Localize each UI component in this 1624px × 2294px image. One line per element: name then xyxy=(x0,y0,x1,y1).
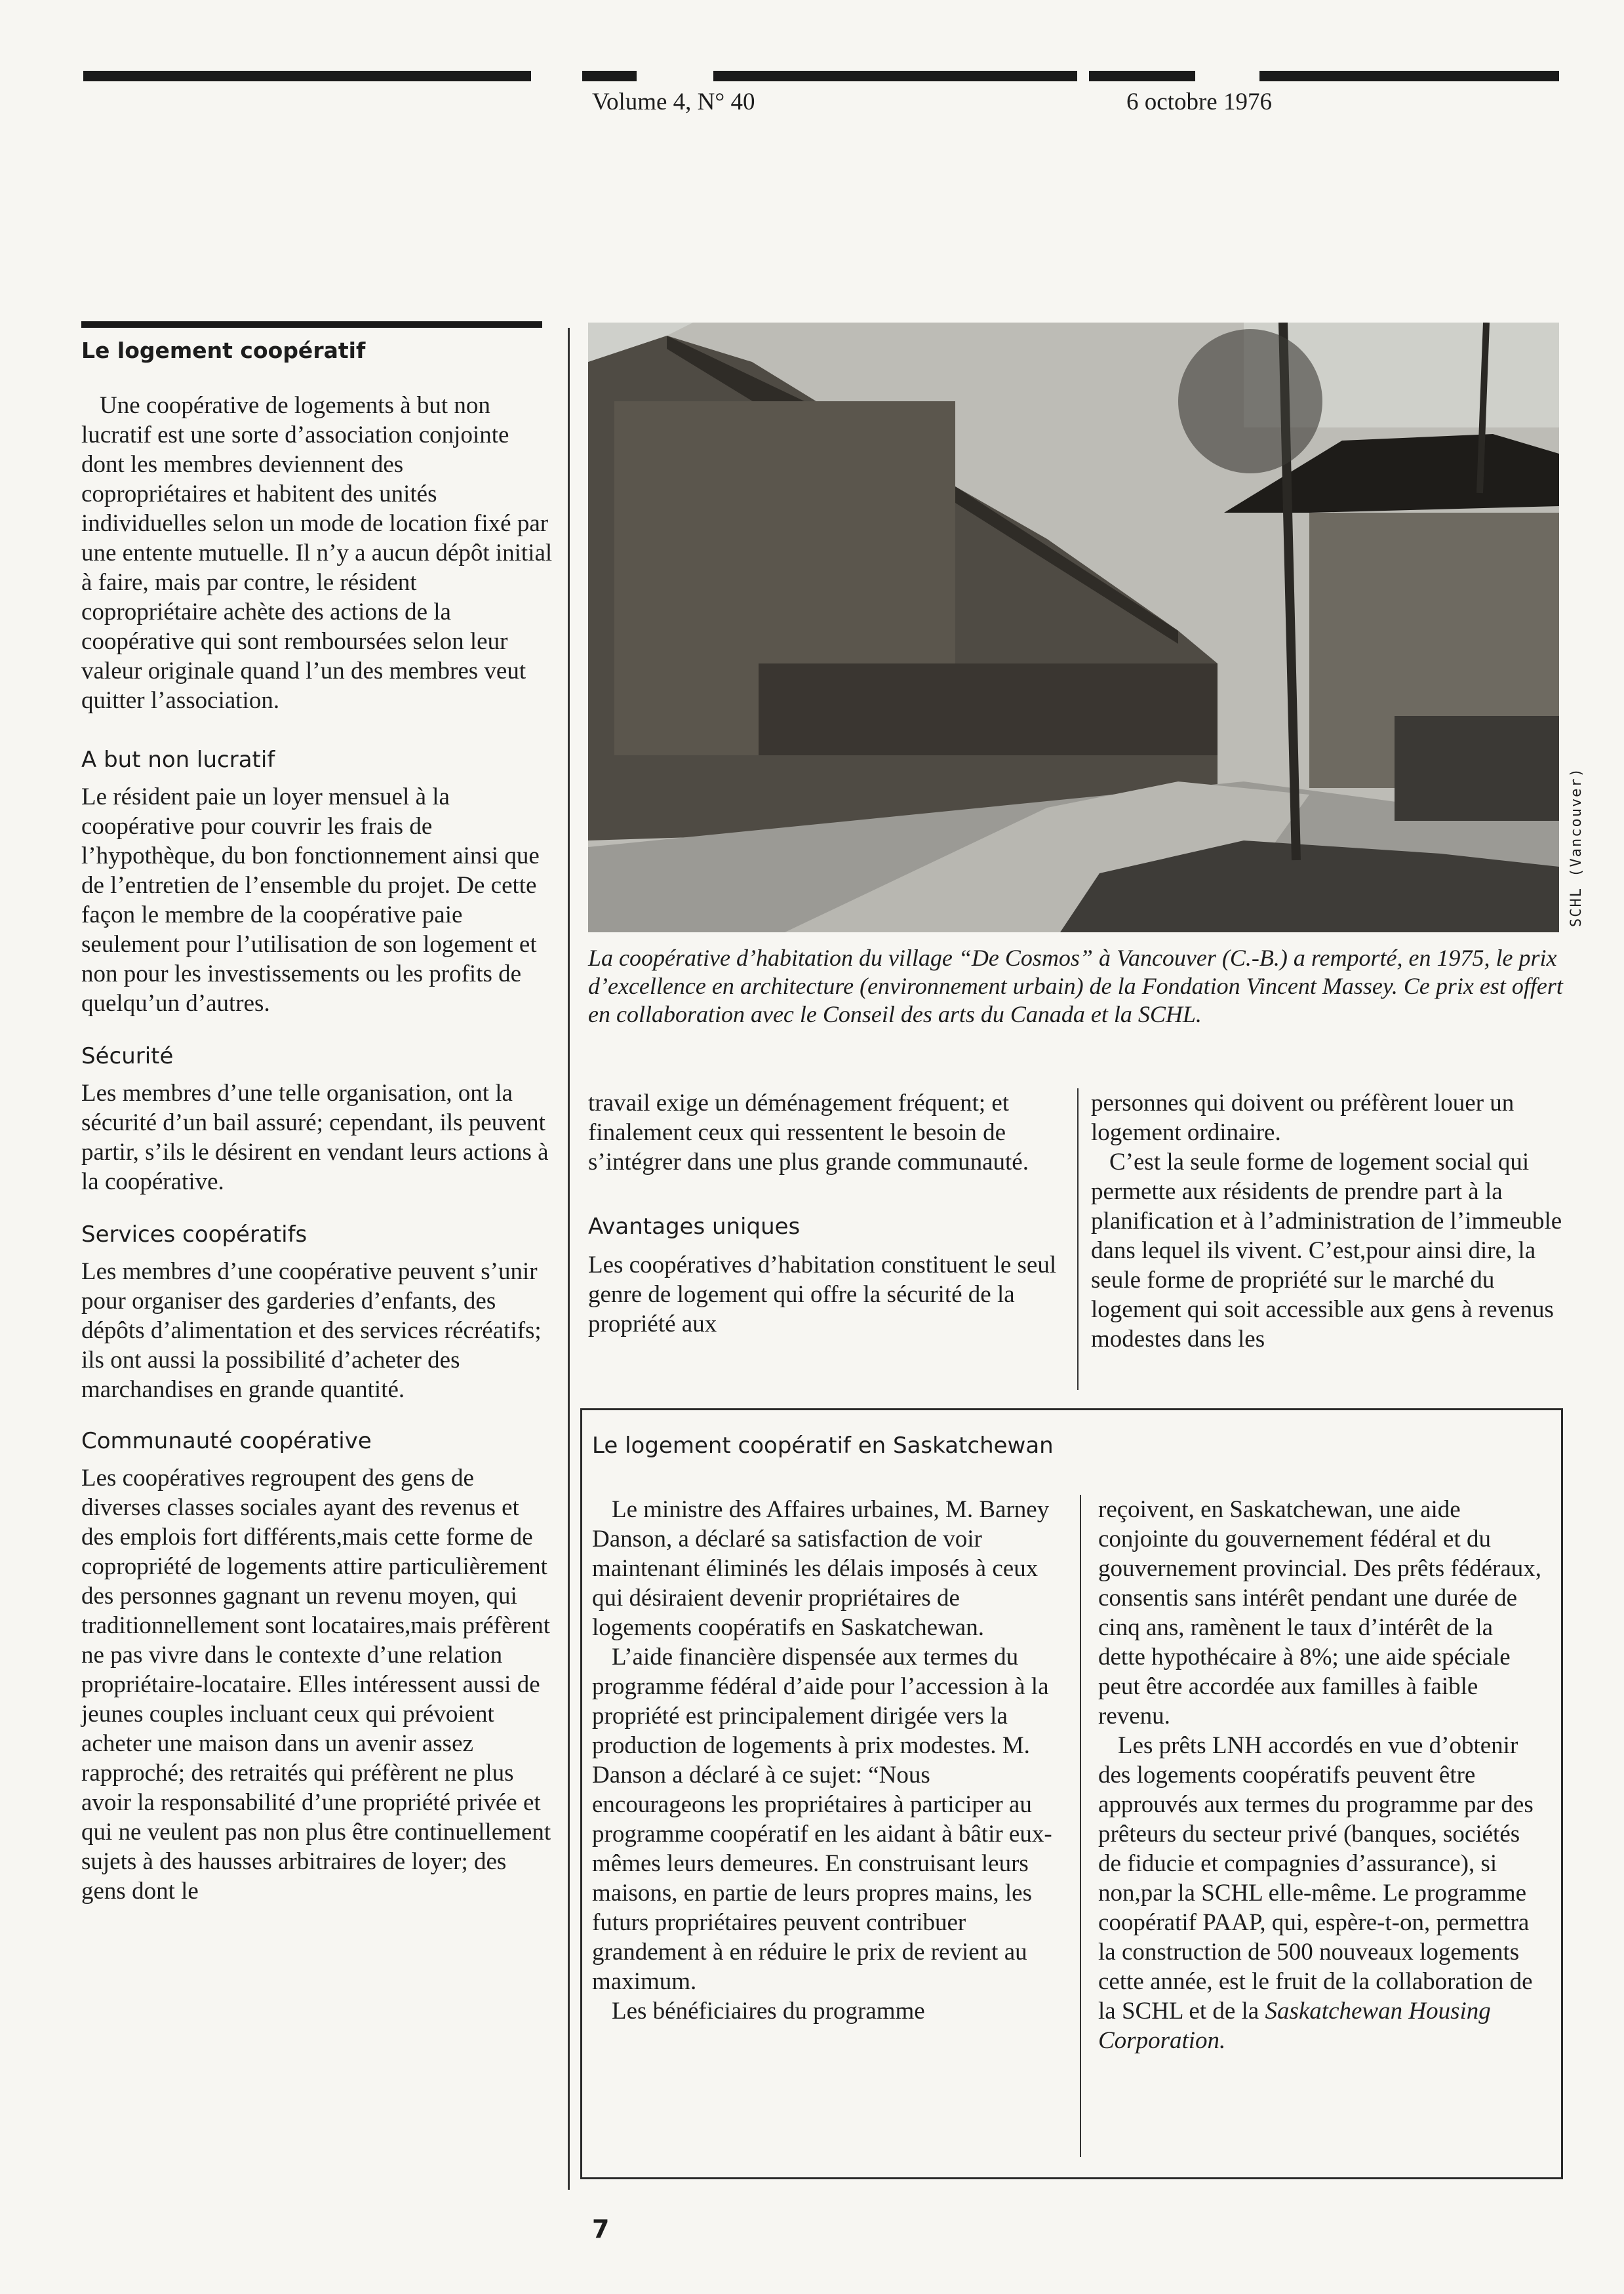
box-col1-p1: Le ministre des Affaires urbaines, M. Barney Danson, a déclaré sa satisfaction de voir maintenant éliminés les délais imposés à ceux qui désiraient devenir propriétaires de logements coopératifs en Saskatchewan. xyxy=(592,1496,1050,1641)
box-column-divider xyxy=(1080,1495,1081,2157)
photo-credit: SCHL (Vancouver) xyxy=(1568,767,1585,927)
page-number: 7 xyxy=(592,2215,610,2244)
section-text-securite: Les membres d’une telle organisation, ont la sécurité d’un bail assuré; cependant, ils peuvent partir, s’ils le désirent en vendant leurs actions à la coopérative. xyxy=(81,1080,549,1195)
left-column-top-rule xyxy=(81,321,542,328)
box-col1-p3: Les bénéficiaires du programme xyxy=(612,1998,925,2025)
right-p2: C’est la seule forme de logement social qui permette aux résidents de prendre part à la planification et à l’administration de l’immeuble dans lequel ils vivent. C’est,pour ainsi dire, la seule forme de propriété sur le marché du logement qui soit accessible aux gens à revenus modestes dans les xyxy=(1091,1149,1562,1353)
cooperative-photo xyxy=(588,323,1559,932)
right-column xyxy=(1091,1088,1566,1354)
section-text-communaute: Les coopératives regroupent des gens de diverses classes sociales ayant des revenus et des emplois fort différents,mais cette forme de copropriété de logements attire particulièrement des personnes gagnant un revenu moyen, qui traditionnellement sont locataires,mais préfèrent ne pas vivre dans le contexte d’une relation propriétaire-locataire. Elles intéressent aussi de jeunes couples incluant ceux qui prévoient acheter une maison dans un avenir assez rapproché; des retraités qui préfèrent ne plus avoir la responsabilité d’une propriété privée et qui ne veulent pas non plus être continuellement sujets à des hausses arbitraires de loyer; des gens dont le xyxy=(81,1465,551,1905)
section-heading-but-non-lucratif: A but non lucratif xyxy=(81,747,275,773)
section-heading-services: Services coopératifs xyxy=(81,1221,307,1248)
section-text-but-non-lucratif: Le résident paie un loyer mensuel à la coopérative pour couvrir les frais de l’hypothèque, du bon fonctionnement ainsi que de l’entretien de l’ensemble du projet. De cette façon le membre de la coopérative paie seulement pour l’utilisation de son logement et non pour les investissements ou les profits de quelqu’un d’autres. xyxy=(81,783,540,1017)
header-rule-2 xyxy=(582,71,637,81)
box-column-1 xyxy=(592,1495,1064,2026)
article-title: Le logement coopératif xyxy=(81,338,366,363)
issue-date: 6 octobre 1976 xyxy=(1126,89,1272,115)
header-rule-1 xyxy=(83,71,531,81)
middle-avantages-text: Les coopératives d’habitation constituent le seul genre de logement qui offre la sécurité de la propriété aux xyxy=(588,1252,1057,1337)
section-heading-securite: Sécurité xyxy=(81,1043,174,1069)
photo-caption: La coopérative d’habitation du village “De Cosmos” à Vancouver (C.-B.) a remporté, en 1975, le prix d’excellence en architecture (environnement urbain) de la Fondation Vincent Massey. Ce prix est offert en collaboration avec le Conseil des arts du Canada et la SCHL. xyxy=(588,945,1563,1027)
box-title: Le logement coopératif en Saskatchewan xyxy=(592,1433,1054,1459)
header-rule-5 xyxy=(1259,71,1559,81)
box-col2-p1: reçoivent, en Saskatchewan, une aide conjointe du gouvernement fédéral et du gouvernement provincial. Des prêts fédéraux, consentis sans intérêt pendant une durée de cinq ans, ramènent le taux d’intérêt de la dette hypothécaire à 8%; une aide spéciale peut être accordée aux familles à faible revenu. xyxy=(1098,1496,1542,1730)
column-divider-right xyxy=(1077,1088,1079,1390)
box-col2-italic: Saskatchewan Housing Corporation. xyxy=(1098,1998,1491,2054)
box-col2-p2-text: Les prêts LNH accordés en vue d’obtenir des logements coopératifs peuvent être approuvés aux termes du programme par des prêteurs du secteur privé (banques, sociétés de fiducie et compagnies d’assurance), si non,par la SCHL elle-même. Le programme coopératif PAAP, qui, espère-t-on, permettra la construction de 500 nouveaux logements cette année, est le fruit de la collaboration de la SCHL et de la xyxy=(1098,1732,1534,2025)
photo-caption-block xyxy=(588,944,1566,1029)
box-column-2 xyxy=(1098,1495,1544,2055)
intro-paragraph xyxy=(81,391,553,715)
section-text-services: Les membres d’une coopérative peuvent s’unir pour organiser des garderies d’enfants, des dépôts d’alimentation et des services récréatifs; ils ont aussi la possibilité d’acheter des marchandises en grande quantité. xyxy=(81,1258,542,1403)
section-heading-avantages: Avantages uniques xyxy=(588,1214,801,1240)
middle-column xyxy=(588,1088,1077,1339)
left-column xyxy=(81,338,553,1906)
right-p1: personnes qui doivent ou préfèrent louer un logement ordinaire. xyxy=(1091,1090,1515,1146)
box-col2-p2 xyxy=(1098,1731,1544,2055)
column-divider-left xyxy=(568,328,570,2190)
header-rule-4 xyxy=(1089,71,1195,81)
header-rule-3 xyxy=(713,71,1077,81)
intro-text: Une coopérative de logements à but non lucratif est une sorte d’association conjointe dont les membres deviennent des copropriétaires et habitent des unités individuelles selon un mode de location fixé par une entente mutuelle. Il n’y a aucun dépôt initial à faire, mais par contre, le résident copropriétaire achète des actions de la coopérative qui sont remboursées selon leur valeur originale quand l’un des membres veut quitter l’association. xyxy=(81,392,553,714)
middle-continued-text: travail exige un déménagement fréquent; et finalement ceux qui ressentent le besoin de s’intégrer dans une plus grande communauté. xyxy=(588,1090,1029,1176)
volume-label: Volume 4, N° 40 xyxy=(592,89,755,115)
section-heading-communaute: Communauté coopérative xyxy=(81,1428,372,1454)
box-col1-p2: L’aide financière dispensée aux termes du programme fédéral d’aide pour l’accession à la propriété est principalement dirigée vers la production de logements à prix modestes. M. Danson a déclaré à ce sujet: “Nous encourageons les propriétaires à participer au programme coopératif en les aidant à bâtir eux-mêmes leurs demeures. En construisant leurs maisons, en partie de leurs propres mains, les futurs propriétaires peuvent contribuer grandement à en réduire le prix de revient au maximum. xyxy=(592,1644,1052,1995)
